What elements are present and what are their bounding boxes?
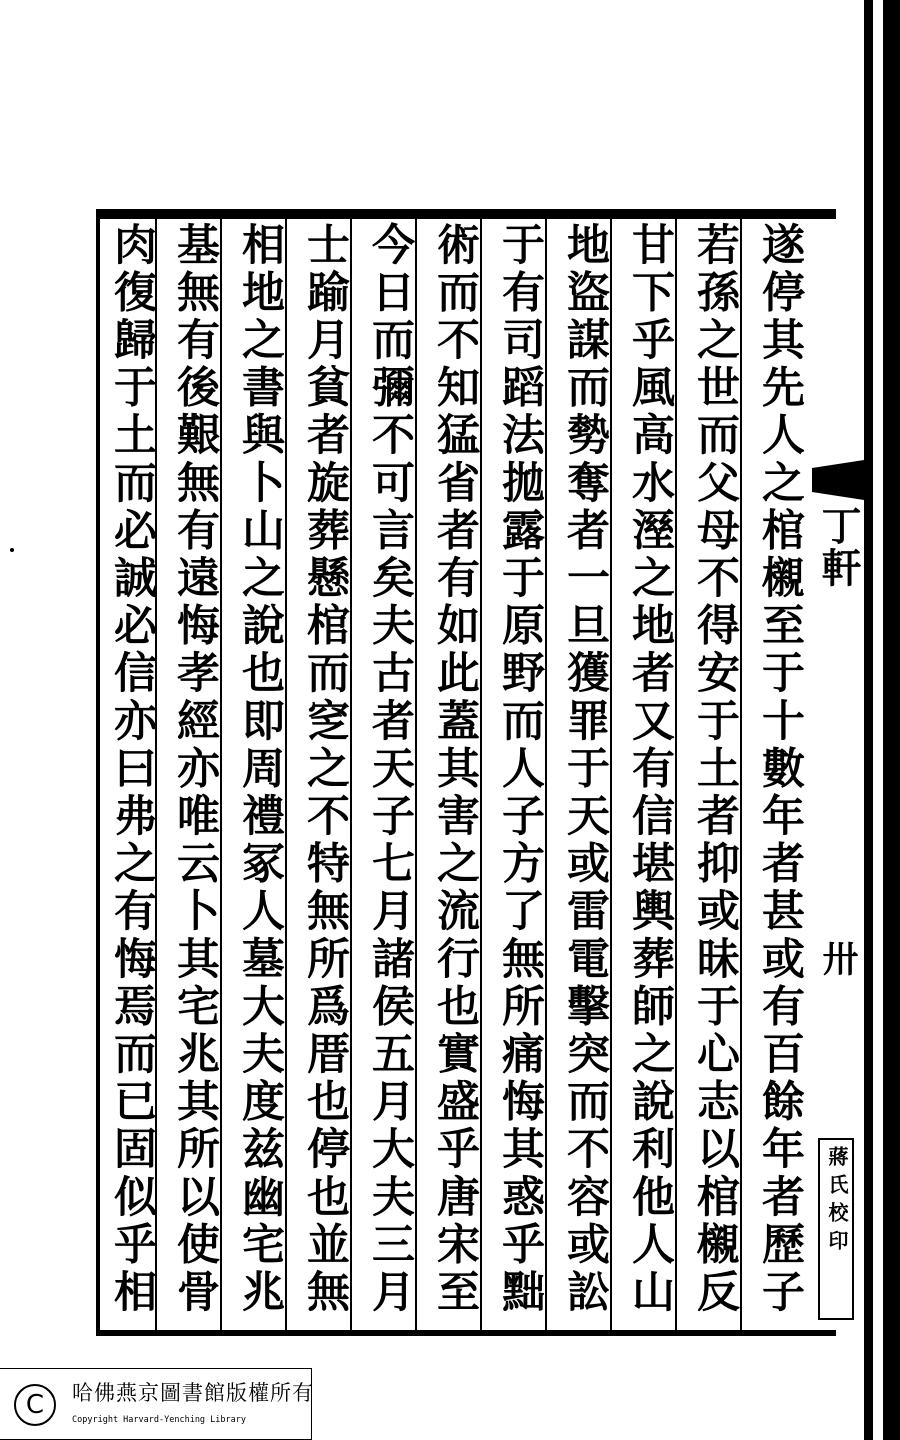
text-column: 士踰月貧者旋葬懸棺而窆之不特無所爲厝也停也並無 [300, 222, 350, 1317]
ink-speck [10, 548, 14, 552]
copyright-chinese: 哈佛燕京圖書館版權所有 [72, 1381, 314, 1405]
text-column: 術而不知猛省者有如此蓋其害之流行也實盛乎唐宋至 [430, 222, 480, 1317]
frame-bottom-border [96, 1330, 836, 1336]
text-column: 遂停其先人之棺櫬至于十數年者甚或有百餘年者歷子 [755, 222, 805, 1317]
page-edge-gap [873, 0, 883, 1440]
copyright-symbol-icon: C [14, 1384, 56, 1426]
text-column: 相地之書與卜山之說也即周禮冢人墓大夫度兹幽宅兆 [235, 222, 285, 1317]
seal-text: 蔣氏校印 [825, 1146, 849, 1258]
lower-margin-label: 卅 [817, 940, 859, 976]
copyright-notice [0, 1368, 312, 1440]
text-column: 地盜謀而勢奪者一旦獲罪于天或雷電擊突而不容或訟 [560, 222, 610, 1317]
text-column: 若孫之世而父母不得安于土者抑或昧于心志以棺櫬反 [690, 222, 740, 1317]
text-column: 于有司蹈法拋露于原野而人子方了無所痛悔其惑乎黜 [495, 222, 545, 1317]
text-column: 基無有後艱無有遠悔孝經亦唯云卜其宅兆其所以使骨 [170, 222, 220, 1317]
text-column: 甘下乎風高水溼之地者又有信堪輿葬師之說利他人山 [625, 222, 675, 1317]
text-column: 今日而彌不可言矣夫古者天子七月諸侯五月大夫三月 [365, 222, 415, 1317]
collector-seal [818, 1138, 854, 1320]
text-column: 肉復歸于土而必誠必信亦曰弗之有悔焉而已固似乎相 [107, 222, 157, 1317]
copyright-english: Copyright Harvard-Yenching Library [72, 1415, 246, 1425]
page-label: 丁軒 [815, 505, 862, 589]
